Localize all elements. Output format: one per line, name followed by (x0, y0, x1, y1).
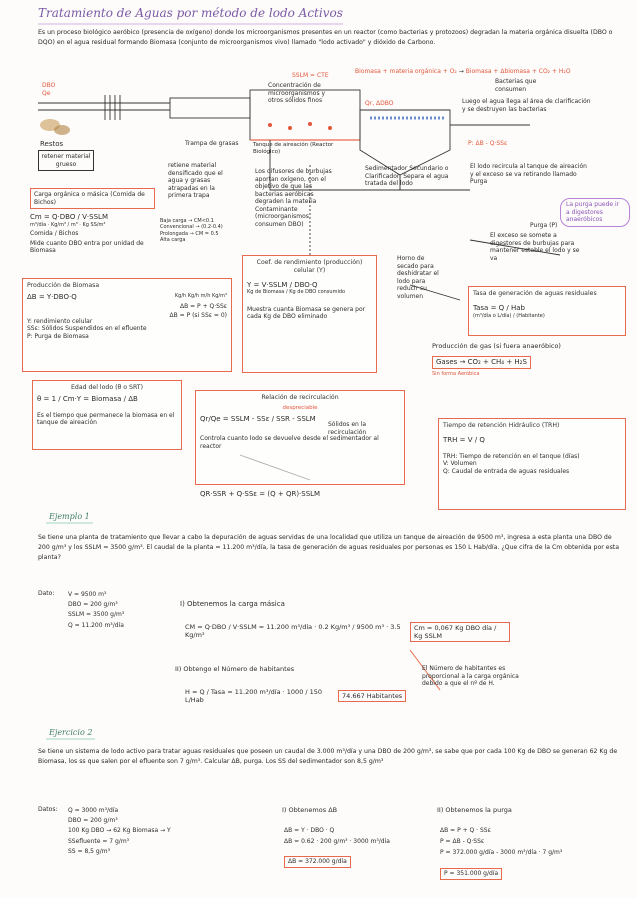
rendimiento-desc: Muestra cuanta Biomasa se genera por cada Kg de DBO eliminado (247, 305, 366, 320)
generacion-box (468, 286, 626, 336)
dbo-label: DBO (42, 82, 56, 89)
generacion-formula: Tasa = Q / Hab (473, 303, 525, 312)
aireacion-desc: Los difusores de burbujas aportan oxígeno, con el objetivo de que las bacterias aeróbicas degraden la materia Contaminante (microorganismos consumen DBO) (255, 168, 332, 228)
ej1-dato-2: DBO = 200 g/m³ (68, 601, 118, 609)
qe-label: Qe (42, 89, 51, 97)
trampa-desc: retiene material densificado que el agua y grasas atrapadas en la primera trapa (168, 162, 223, 199)
rendimiento-units: Kg de Biomasa / Kg de DBO consumido (247, 289, 346, 296)
ej2-dato-4: SSefluente = 7 g/m³ (68, 837, 130, 845)
ej1-dato-4: Q = 11.200 m³/día (68, 621, 124, 629)
ejercicio2-datos (68, 806, 171, 857)
ejemplo1-calc2: H = Q / Tasa = 11.200 m³/día · 1000 / 150 L/Hab (185, 688, 323, 705)
carga-types (160, 218, 255, 243)
carga-type-3: Prolongada → CM = 0.5 (160, 230, 219, 237)
produccion-box (22, 278, 232, 372)
aireacion-label: Tanque de aireación (Reactor Biológico) (253, 142, 334, 155)
trampa-label: Trampa de grasas (185, 140, 239, 147)
recirculacion-box (195, 390, 405, 485)
restos-box: retener material grueso (38, 150, 94, 171)
ejemplo1-text: Se tiene una planta de tratamiento que llevar a cabo la depuración de aguas servidas de una localidad que utiliza un tanque de aireación de 9500 m³, ingresa a esta planta una DBO de 200 g/m³ y los SSLM = 3500 g/m³. El caudal de la planta = 11.200 m³/día, la tasa de generación de aguas residuales por personas es 150 L Hab/día. ¿Que cifra de la Cm obtenida por esta planta? (38, 534, 620, 561)
edad-title: Edad del lodo (θ o SRT) (70, 384, 144, 391)
edad-formula: θ = 1 / Cm·Y = Biomasa / ΔB (37, 394, 138, 403)
edad-desc: Es el tiempo que permanece la biomasa en el tanque de aireación (37, 411, 175, 426)
edad-box (32, 380, 182, 450)
reaction-left: Biomasa + materia orgánica + O₂ (355, 68, 457, 75)
trh-l2: V: Volumen (443, 460, 477, 467)
ej2-calc1-line2: ΔB = 0.62 · 200 g/m³ · 3000 m³/día (284, 837, 390, 845)
ejemplo1-result2: 74.667 Habitantes (338, 690, 406, 702)
sslm-label: SSLM = CTE (292, 72, 329, 79)
recirculacion-title: Relación de recirculación (261, 394, 339, 401)
recirculacion-note: despreciable (282, 404, 318, 411)
ej2-calc2-line3: P = 372.000 g/día - 3000 m³/día · 7 g/m³ (440, 848, 563, 856)
rendimiento-title: Coef. de rendimiento (producción) celular (Y) (256, 259, 363, 274)
ejemplo1-heading: Ejemplo 1 (46, 512, 93, 524)
ejemplo1-note2: El Número de habitantes es proporcional a la carga orgánica debido a que el nº de H. (422, 665, 519, 687)
ejercicio2-calc1 (284, 826, 390, 848)
rendimiento-box (242, 255, 377, 373)
carga-formula: Cm = Q·DBO / V·SSLM (30, 213, 108, 221)
generacion-title: Tasa de generación de aguas residuales (473, 290, 597, 297)
purge-desc: El exceso se somete a digestores de burbujas para mantener estable el lodo y se va (490, 232, 580, 262)
trh-title: Tiempo de retención Hidráulico (TRH) (443, 422, 560, 429)
produccion-p2: ΔB = P (si SSε = 0) (169, 312, 227, 319)
intro-paragraph: Es un proceso biológico aeróbico (presencia de oxígeno) donde los microorganismos presentes en un reactor (como bacterias y protozoos) degradan la materia orgánica disuelta (DBO o DQO) en el agua residual formando Biomasa (conjunto de microorganismos vivo) llamado "lodo activado" y dióxido de Carbono. (38, 29, 613, 46)
ej2-dato-3: 100 Kg DBO → 62 Kg Biomasa → Y (68, 827, 171, 835)
carga-type-4: Alta carga (160, 236, 186, 243)
carga-units: m³/día · Kg/m³ / m³ · Kg SS/m³ (30, 221, 106, 228)
biogas-note: Sin forma Aeróbica (432, 370, 480, 377)
produccion-pp: P: Purga de Biomasa (27, 332, 89, 340)
generacion-units: (m³/día o L/día) / (Habitante) (473, 312, 545, 319)
ejercicio2-step2: II) Obtenemos la purga (437, 806, 512, 814)
ejemplo1-result1: Cm = 0,067 Kg DBO día / Kg SSLM (410, 622, 510, 642)
purge-label: Purga (P) (530, 222, 558, 229)
page-title: Tratamiento de Aguas por método de lodo Activos (38, 6, 343, 25)
carga-type-1: Baja carga → CM<0.1 (160, 218, 214, 224)
purge-note: La purga puede ir a digestores anaeróbicos (560, 198, 630, 227)
produccion-formula: ΔB = Y·DBO·Q (27, 292, 77, 301)
ej2-calc2-line2: P = ΔB - Q·SSε (440, 837, 485, 845)
qr-label: Qr, ΔDBO (365, 100, 394, 107)
produccion-sse: SSε: Sólidos Suspendidos en el efluente (27, 325, 147, 332)
trh-l3: Q: Caudal de entrada de aguas residuales (443, 467, 570, 475)
ej1-dato-3: SSLM = 3500 g/m³ (68, 611, 125, 619)
ejercicio2-heading: Ejercicio 2 (46, 728, 95, 740)
recirculacion-label: Sólidos en la recirculación (328, 421, 367, 436)
trh-l1: TRH: Tiempo de retención en el tanque (días) (443, 452, 580, 460)
reaction-arrow-icon: → (458, 68, 464, 75)
sslm-desc: Concentración de microorganismos y otros sólidos finos (268, 82, 326, 104)
biogas-formula: Gases → CO₂ + CH₄ + H₂S (432, 356, 531, 369)
carga-title: Carga orgánica o másica (Comida de Bichos) (30, 188, 155, 209)
reaction-right: Biomasa + Δbiomasa + CO₂ + H₂O (465, 68, 571, 75)
trh-box (438, 418, 626, 510)
trh-formula: TRH = V / Q (443, 435, 485, 444)
recirculacion-desc: Controla cuanto lodo se devuelve desde el sedimentador al reactor (200, 435, 379, 450)
produccion-y: Y: rendimiento celular (27, 317, 93, 325)
recirculacion-formula: Qr/Qe = SSLM - SSε / SSR - SSLM (200, 414, 316, 423)
ejemplo1-step1: I) Obtenemos la carga másica (180, 600, 285, 608)
carga-note2: Mide cuanto DBO entra por unidad de Biomasa (30, 239, 144, 254)
horno-desc: Horno de secado para deshidratar el lodo para reducir su volumen (397, 255, 439, 300)
produccion-units: Kg/h Kg/h m/h Kg/m³ (174, 293, 227, 299)
ej2-calc2-line1: ΔB = P + Q · SSε (440, 827, 491, 834)
ej2-calc1-line1: ΔB = Y · DBO · Q (284, 827, 335, 834)
ejercicio2-step1: I) Obtenemos ΔB (282, 806, 338, 814)
ejercicio2-datos-label: Datos: (38, 806, 58, 813)
rendimiento-formula: Y = V·SSLM / DBO·Q (247, 280, 318, 289)
carga-note1: Comida / Bichos (30, 230, 79, 237)
screen (105, 95, 120, 120)
ejercicio2-calc2 (440, 826, 562, 858)
produccion-p: ΔB = P + Q·SSε (179, 303, 227, 310)
sedimentador-desc: Sedimentador Secundario o Clarificador: Separa el agua tratada del lodo (365, 165, 449, 187)
ejercicio2-text: Se tiene un sistema de lodo activo para tratar aguas residuales que poseen un caudal de 3.000 m³/día y una DBO de 200 g/m³, se sabe que por cada 100 Kg de DBO se generan 62 Kg de Biomasa, los ss que salen por el efluente son 7 g/m³. Calcular ΔB, purga. Los SS del sedimentador son 8,5 g/m³ (38, 748, 618, 765)
ej2-dato-2: DBO = 200 g/m³ (68, 817, 118, 825)
ejemplo1-calc1: CM = Q·DBO / V·SSLM = 11.200 m³/día · 0.2 Kg/m³ / 9500 m³ · 3.5 Kg/m³ (185, 623, 401, 640)
ps-formula: P: ΔB - Q·SSε (468, 140, 508, 147)
dbo-q-label (42, 82, 55, 97)
ejercicio2-result2: P = 351.000 g/día (440, 868, 502, 880)
inlet-pipe (38, 103, 170, 110)
carga-type-2: Convencional → (0.2-0.4) (160, 224, 223, 231)
ejemplo1-datos-label: Dato: (38, 590, 55, 597)
restos-label: Restos (40, 140, 64, 148)
reaction-note: Bacterias que consumen (495, 78, 537, 93)
carga-section (30, 188, 155, 255)
produccion-title: Producción de Biomasa (27, 282, 100, 289)
clarification-text: Luego el agua llega al área de clarificación y se destruyen las bacterias (462, 98, 591, 113)
biogas-section (432, 342, 622, 377)
recirculation-text: El lodo recircula al tanque de aireación y el exceso se va retirando llamado Purga (470, 163, 587, 185)
ej2-dato-5: SS = 8,5 g/m³ (68, 847, 110, 855)
recirculacion-balance: QR·SSR + Q·SSε = (Q + QR)·SSLM (200, 490, 321, 498)
ej2-dato-1: Q = 3000 m³/día (68, 807, 119, 814)
biogas-title: Producción de gas (si fuera anaeróbico) (432, 342, 561, 350)
ejemplo1-datos (68, 590, 124, 631)
grit-trap (170, 98, 250, 118)
ejemplo1-step2: II) Obtengo el Número de habitantes (175, 665, 295, 673)
ejercicio2-result1: ΔB = 372.000 g/día (284, 856, 351, 868)
ej1-dato-1: V = 9500 m³ (68, 591, 107, 598)
